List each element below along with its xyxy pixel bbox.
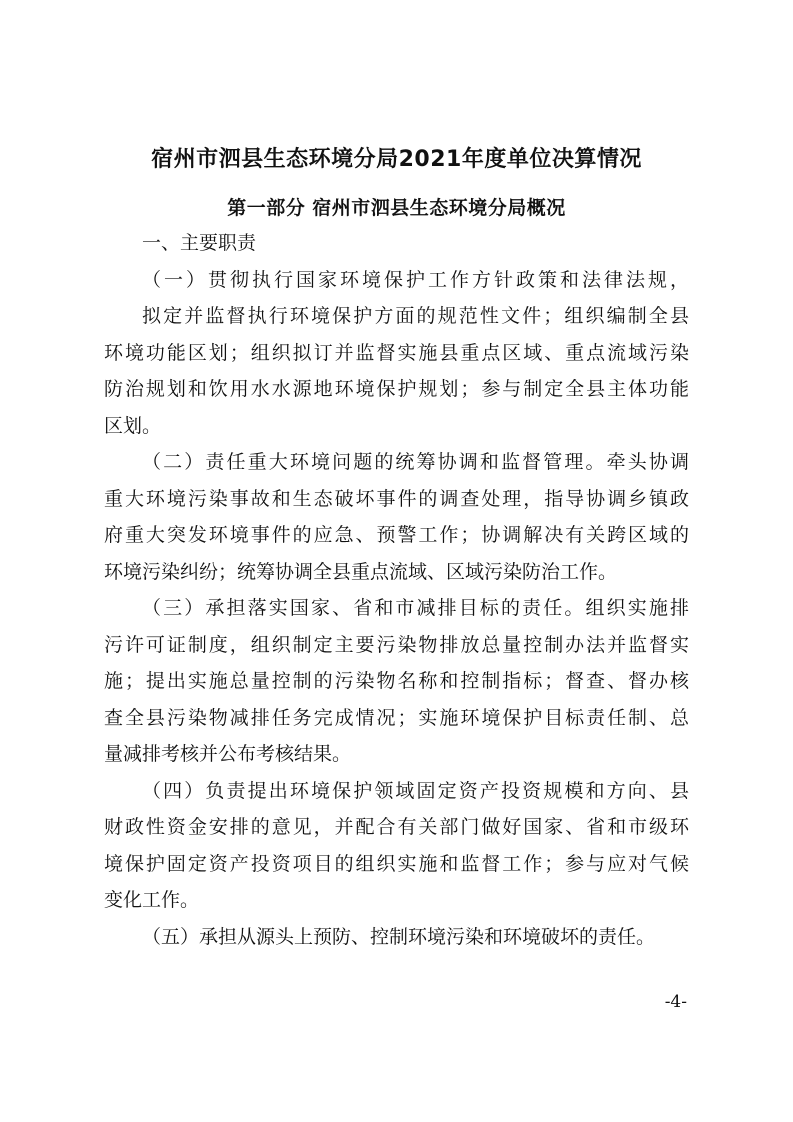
paragraph-line: （一）贯彻执行国家环境保护工作方针政策和法律法规， [142, 268, 689, 291]
paragraph-line: 府重大突发环境事件的应急、预警工作；协调解决有关跨区域的 [104, 524, 689, 546]
paragraph-line: （三）承担落实国家、省和市减排目标的责任。组织实施排 [142, 597, 689, 619]
page-number: -4- [664, 992, 687, 1012]
paragraph-line: 防治规划和饮用水水源地环境保护规划；参与制定全县主体功能 [104, 378, 689, 400]
section-subtitle: 第一部分 宿州市泗县生态环境分局概况 [227, 197, 566, 219]
paragraph-line: 污许可证制度，组织制定主要污染物排放总量控制办法并监督实 [104, 633, 689, 656]
paragraph-line: 查全县污染物减排任务完成情况；实施环境保护目标责任制、总 [104, 706, 689, 729]
document-body [104, 225, 689, 955]
paragraph-line: （二）责任重大环境问题的统筹协调和监督管理。牵头协调 [142, 451, 689, 473]
paragraph-line: 拟定并监督执行环境保护方面的规范性文件；组织编制全县 [142, 305, 689, 327]
paragraph-line: 重大环境污染事故和生态破坏事件的调查处理，指导协调乡镇政 [104, 487, 689, 510]
document-title: 宿州市泗县生态环境分局2021年度单位决算情况 [151, 147, 642, 172]
paragraph-line: （五）承担从源头上预防、控制环境污染和环境破坏的责任。 [142, 925, 656, 948]
paragraph-line: 量减排考核并公布考核结果。 [104, 743, 352, 765]
section-heading: 一、主要职责 [142, 232, 257, 254]
paragraph-line: 区划。 [104, 414, 162, 437]
paragraph-line: 施；提出实施总量控制的污染物名称和控制指标；督查、督办核 [104, 670, 689, 692]
paragraph-line: 环境功能区划；组织拟订并监督实施县重点区域、重点流域污染 [104, 341, 689, 364]
paragraph-line: （四）负责提出环境保护领域固定资产投资规模和方向、县 [142, 779, 689, 802]
paragraph-line: 环境污染纠纷；统筹协调全县重点流域、区域污染防治工作。 [104, 560, 618, 583]
paragraph-line: 财政性资金安排的意见，并配合有关部门做好国家、省和市级环 [104, 816, 689, 838]
paragraph-line: 变化工作。 [104, 889, 200, 911]
paragraph-line: 境保护固定资产投资项目的组织实施和监督工作；参与应对气候 [104, 852, 689, 875]
